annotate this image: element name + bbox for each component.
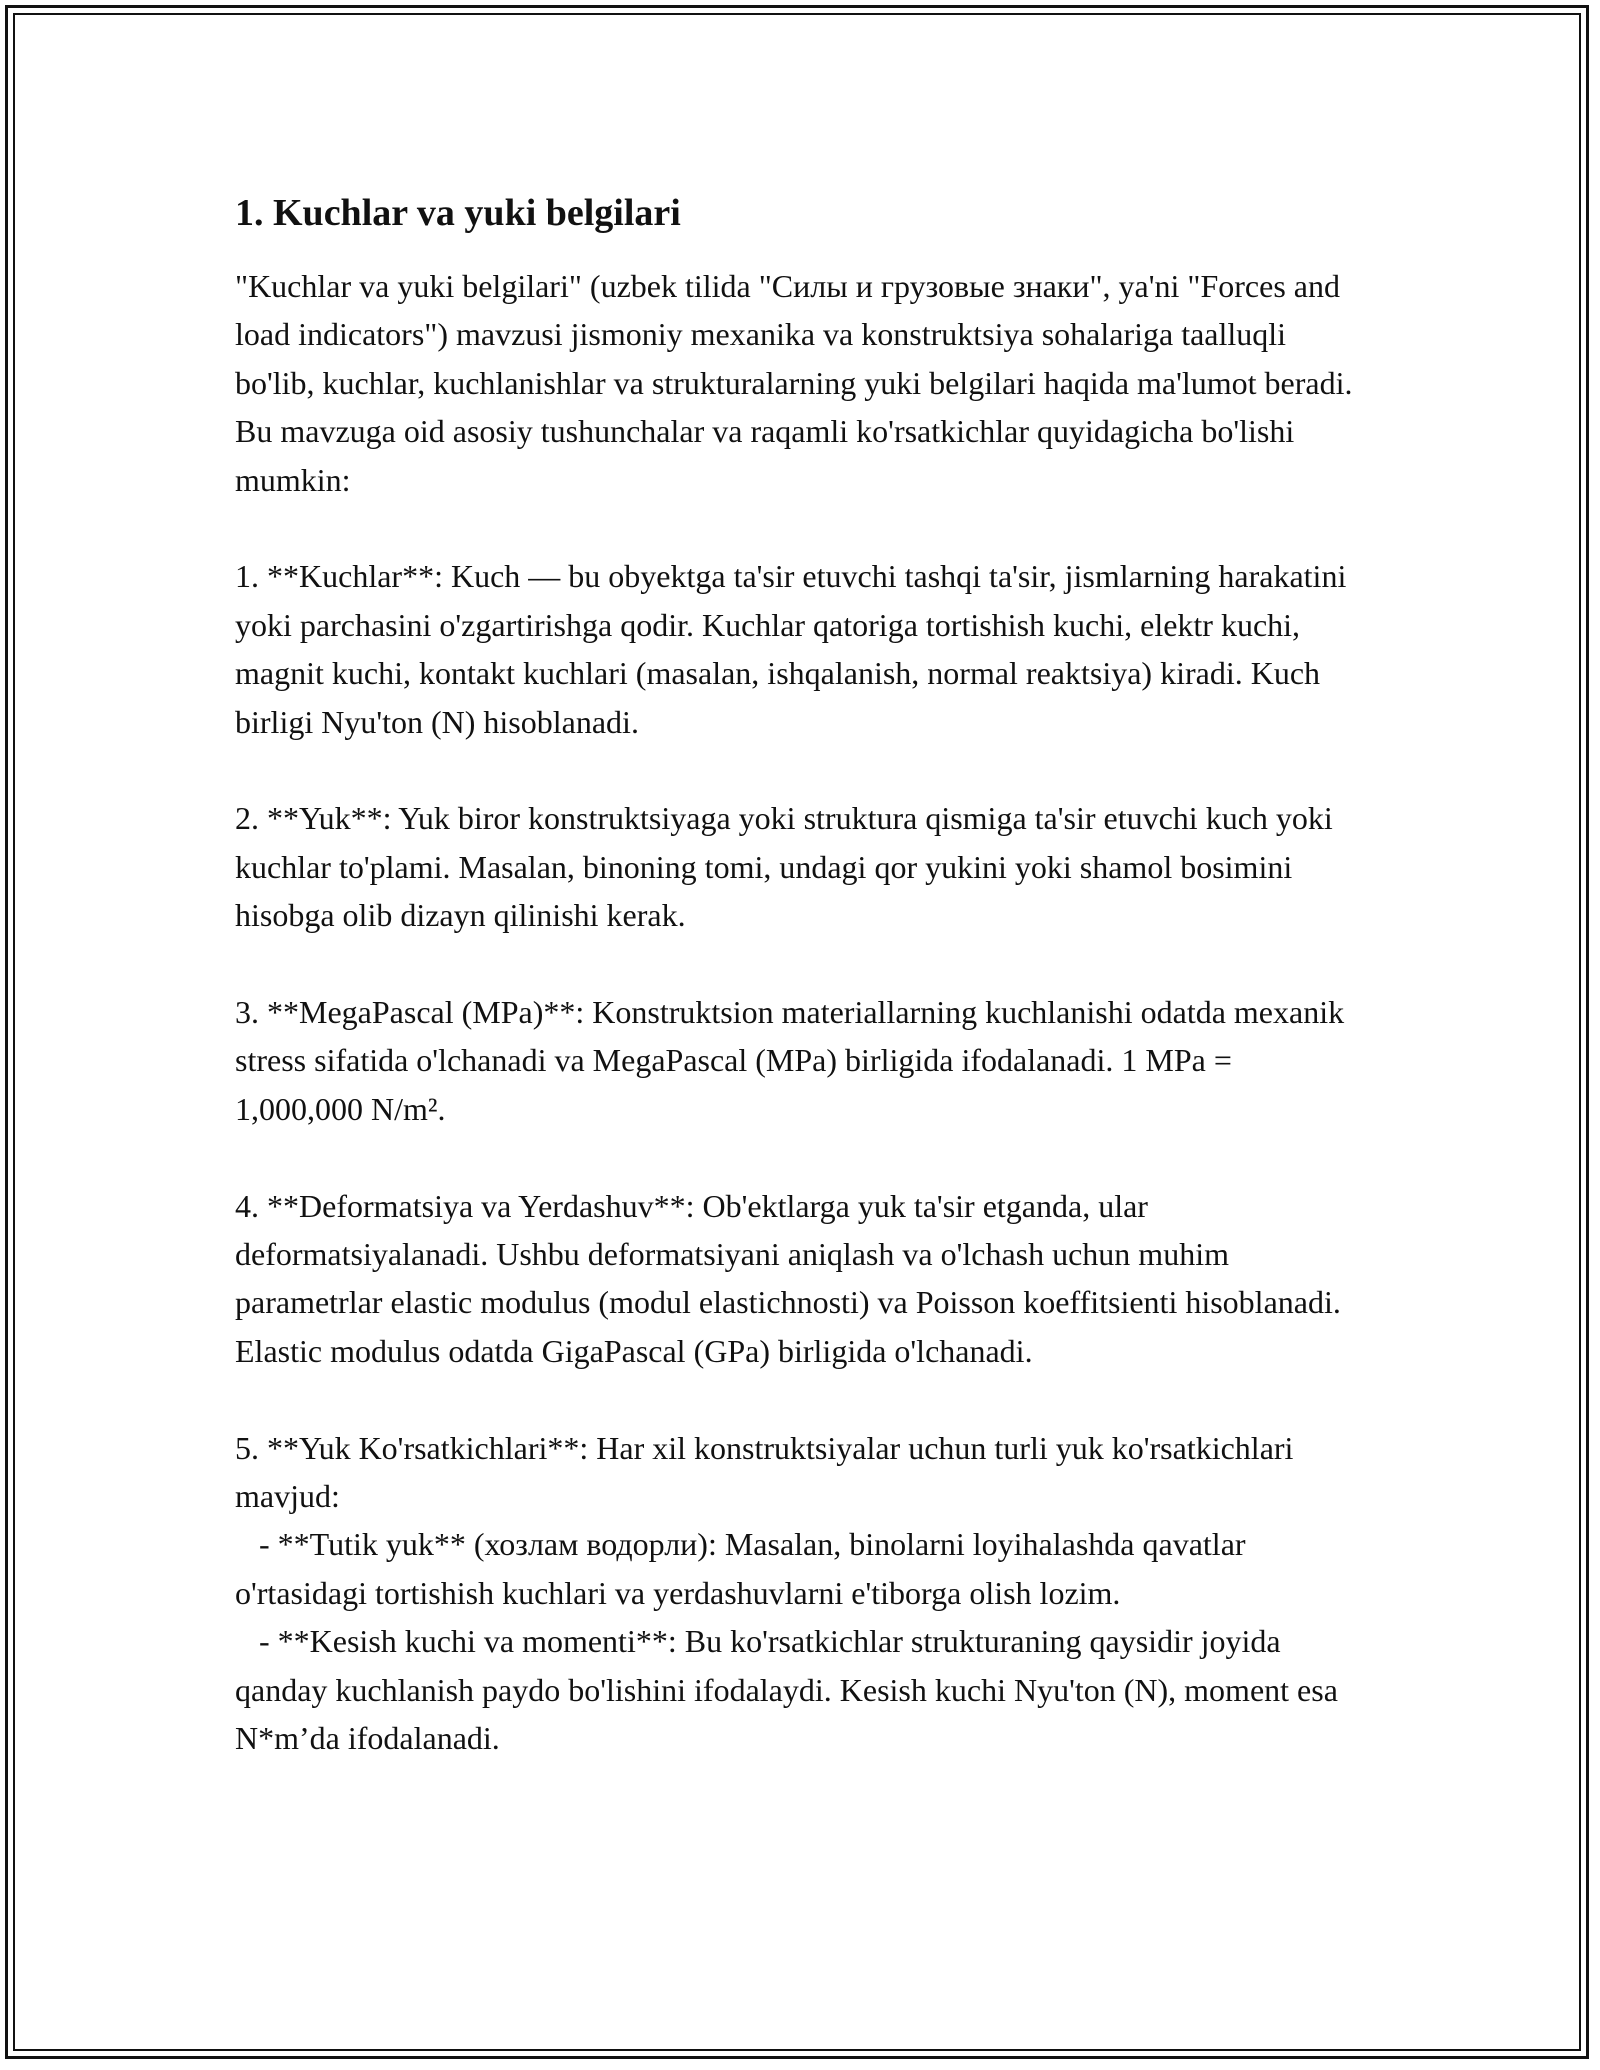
paragraph-gap xyxy=(235,746,1365,794)
intro-paragraph: "Kuchlar va yuki belgilari" (uzbek tilida "Силы и грузовые знаки", ya'ni "Forces and load indicators") mavzusi jismoniy mexanika va konstruktsiya sohalariga taalluqli bo'lib, kuchlar, kuchlanishlar va strukturalarning yuki belgilari haqida ma'lumot beradi. Bu mavzuga oid asosiy tushunchalar va raqamli ko'rsatkichlar quyidagicha bo'lishi mumkin: xyxy=(235,268,1361,498)
list-item-kuchlar: 1. **Kuchlar**: Kuch — bu obyektga ta'sir etuvchi tashqi ta'sir, jismlarning harakatini yoki parchasini o'zgartirishga qodir. Kuchlar qatoriga tortishish kuchi, elektr kuchi, magnit kuchi, kontakt kuchlari (masalan, ishqalanish, normal reaktsiya) kiradi. Kuch birligi Nyu'ton (N) hisoblanadi. xyxy=(235,558,1355,740)
paragraph-gap xyxy=(235,940,1365,988)
list-item-megapascal: 3. **MegaPascal (MPa)**: Konstruktsion materiallarning kuchlanishi odatda mexanik stress sifatida o'lchanadi va MegaPascal (MPa) birligida ifodalanadi. 1 MPa = 1,000,000 N/m². xyxy=(235,994,1353,1127)
paragraph-gap xyxy=(235,1375,1365,1423)
list-item-yuk-korsatkichlari: 5. **Yuk Ko'rsatkichlari**: Har xil konstruktsiyalar uchun turli yuk ko'rsatkichlari mavjud: xyxy=(235,1429,1302,1515)
list-item-yuk: 2. **Yuk**: Yuk biror konstruktsiyaga yoki struktura qismiga ta'sir etuvchi kuch yoki kuchlar to'plami. Masalan, binoning tomi, undagi qor yukini yoki shamol bosimini hisobga olib dizayn qilinishi kerak. xyxy=(235,800,1341,934)
list-item-deformatsiya: 4. **Deformatsiya va Yerdashuv**: Ob'ektlarga yuk ta'sir etganda, ular deformatsiyalanadi. Ushbu deformatsiyani aniqlash va o'lchash uchun muhim parametrlar elastic modulus (modul elastichnosti) va Poisson koeffitsienti hisoblanadi. Elastic modulus odatda GigaPascal (GPa) birligida o'lchanadi. xyxy=(235,1187,1349,1369)
document-body xyxy=(235,186,1365,1763)
paragraph-gap xyxy=(235,504,1365,552)
sub-item-tutik-yuk: - **Tutik yuk** (хозлам водорли): Masalan, binolarni loyihalashda qavatlar o'rtasidagi tortishish kuchlari va yerdashuvlarni e'tiborga olish lozim. xyxy=(235,1526,1254,1611)
sub-item-kesish-kuchi: - **Kesish kuchi va momenti**: Bu ko'rsatkichlar strukturaning qaysidir joyida qanday kuchlanish paydo bo'lishini ifodalaydi. Kesish kuchi Nyu'ton (N), moment esa N*m’da ifodalanadi. xyxy=(235,1623,1346,1757)
section-heading: 1. Kuchlar va yuki belgilari xyxy=(235,192,681,234)
paragraph-gap xyxy=(235,1133,1365,1181)
